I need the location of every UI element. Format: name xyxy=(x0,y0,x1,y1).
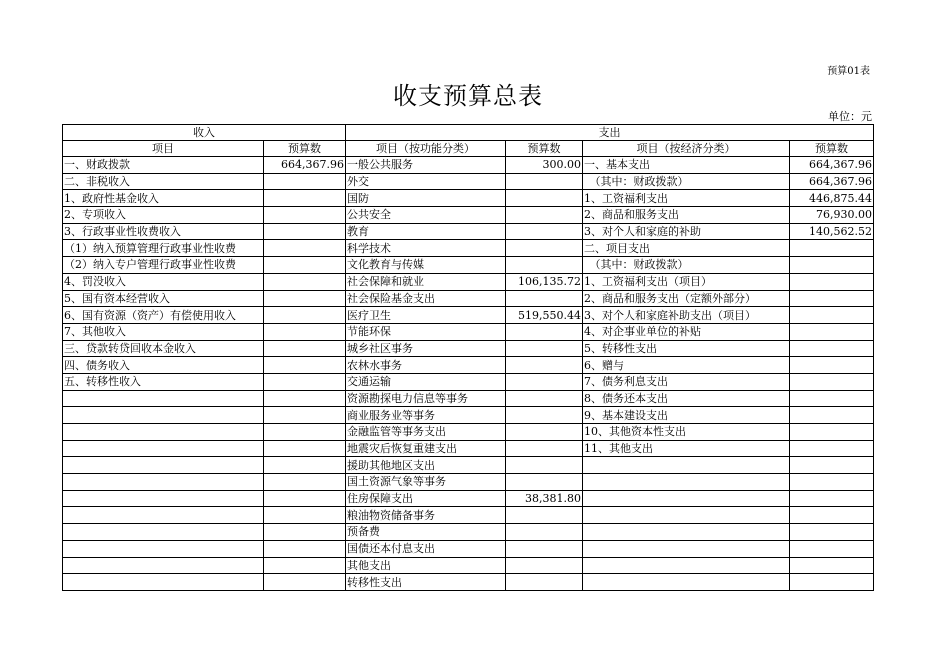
econ-expense-item xyxy=(583,524,790,541)
table-row xyxy=(63,373,874,390)
func-expense-item: 国债还本付息支出 xyxy=(346,540,506,557)
income-amount xyxy=(264,524,346,541)
econ-expense-item: 二、项目支出 xyxy=(583,240,790,257)
func-expense-amount xyxy=(506,524,583,541)
table-row xyxy=(63,390,874,407)
econ-expense-item: 9、基本建设支出 xyxy=(583,407,790,424)
econ-expense-item xyxy=(583,490,790,507)
func-expense-item: 节能环保 xyxy=(346,323,506,340)
income-amount xyxy=(264,390,346,407)
func-expense-item: 国防 xyxy=(346,190,506,207)
income-amount xyxy=(264,340,346,357)
func-expense-amount xyxy=(506,173,583,190)
econ-expense-amount xyxy=(790,257,874,274)
income-amount xyxy=(264,424,346,441)
table-row xyxy=(63,340,874,357)
income-amount xyxy=(264,257,346,274)
income-item: （1）纳入预算管理行政事业性收费 xyxy=(63,240,264,257)
econ-expense-item: 7、债务利息支出 xyxy=(583,373,790,390)
func-expense-item: 交通运输 xyxy=(346,373,506,390)
econ-expense-amount xyxy=(790,273,874,290)
econ-expense-amount xyxy=(790,240,874,257)
econ-expense-amount xyxy=(790,540,874,557)
func-expense-item: 一般公共服务 xyxy=(346,157,506,174)
income-item xyxy=(63,424,264,441)
table-row xyxy=(63,407,874,424)
econ-expense-amount: 664,367.96 xyxy=(790,173,874,190)
econ-expense-item: 8、债务还本支出 xyxy=(583,390,790,407)
econ-expense-amount xyxy=(790,440,874,457)
income-item: 三、贷款转贷回收本金收入 xyxy=(63,340,264,357)
func-expense-amount xyxy=(506,257,583,274)
income-amount xyxy=(264,223,346,240)
income-item: 五、转移性收入 xyxy=(63,373,264,390)
income-amount xyxy=(264,373,346,390)
econ-expense-item: 2、商品和服务支出 xyxy=(583,207,790,224)
func-expense-amount xyxy=(506,507,583,524)
func-expense-item: 金融监管等事务支出 xyxy=(346,424,506,441)
income-amount xyxy=(264,540,346,557)
econ-expense-amount xyxy=(790,474,874,491)
func-expense-amount: 38,381.80 xyxy=(506,490,583,507)
econ-expense-amount xyxy=(790,507,874,524)
page-title: 收支预算总表 xyxy=(393,82,543,110)
col-budget-header: 预算数 xyxy=(264,141,346,157)
func-expense-item: 文化教育与传媒 xyxy=(346,257,506,274)
income-item: 5、国有资本经营收入 xyxy=(63,290,264,307)
func-expense-amount xyxy=(506,457,583,474)
econ-expense-amount xyxy=(790,557,874,574)
income-item xyxy=(63,507,264,524)
table-row xyxy=(63,157,874,174)
econ-expense-amount: 140,562.52 xyxy=(790,223,874,240)
econ-expense-item: 3、对个人和家庭补助支出（项目） xyxy=(583,307,790,324)
income-item xyxy=(63,474,264,491)
income-item xyxy=(63,390,264,407)
func-expense-item: 粮油物资储备事务 xyxy=(346,507,506,524)
col-budget2-header: 预算数 xyxy=(506,141,583,157)
econ-expense-amount xyxy=(790,407,874,424)
econ-expense-amount: 664,367.96 xyxy=(790,157,874,174)
econ-expense-amount xyxy=(790,323,874,340)
econ-expense-amount xyxy=(790,340,874,357)
table-row xyxy=(63,540,874,557)
income-amount xyxy=(264,323,346,340)
budget-table xyxy=(62,124,874,591)
income-amount xyxy=(264,490,346,507)
table-row xyxy=(63,557,874,574)
income-amount xyxy=(264,407,346,424)
table-row xyxy=(63,290,874,307)
func-expense-amount xyxy=(506,440,583,457)
func-expense-item: 地震灾后恢复重建支出 xyxy=(346,440,506,457)
income-amount xyxy=(264,173,346,190)
func-expense-amount xyxy=(506,290,583,307)
table-row xyxy=(63,457,874,474)
func-expense-item: 转移性支出 xyxy=(346,574,506,591)
table-row xyxy=(63,307,874,324)
econ-expense-item: 11、其他支出 xyxy=(583,440,790,457)
table-row xyxy=(63,257,874,274)
econ-expense-item xyxy=(583,540,790,557)
table-row xyxy=(63,173,874,190)
table-row xyxy=(63,273,874,290)
income-amount xyxy=(264,457,346,474)
func-expense-amount xyxy=(506,557,583,574)
econ-expense-amount: 76,930.00 xyxy=(790,207,874,224)
income-item: 二、非税收入 xyxy=(63,173,264,190)
table-row xyxy=(63,223,874,240)
col-budget3-header: 预算数 xyxy=(790,141,874,157)
func-expense-item: 科学技术 xyxy=(346,240,506,257)
income-amount: 664,367.96 xyxy=(264,157,346,174)
econ-expense-amount: 446,875.44 xyxy=(790,190,874,207)
col-func-header: 项目（按功能分类） xyxy=(346,141,506,157)
income-amount xyxy=(264,240,346,257)
func-expense-item: 医疗卫生 xyxy=(346,307,506,324)
expense-header: 支出 xyxy=(346,125,874,141)
econ-expense-amount xyxy=(790,357,874,374)
econ-expense-amount xyxy=(790,307,874,324)
func-expense-amount xyxy=(506,207,583,224)
econ-expense-amount xyxy=(790,457,874,474)
income-amount xyxy=(264,507,346,524)
func-expense-item: 城乡社区事务 xyxy=(346,340,506,357)
econ-expense-item xyxy=(583,507,790,524)
econ-expense-amount xyxy=(790,373,874,390)
income-amount xyxy=(264,273,346,290)
income-item xyxy=(63,540,264,557)
func-expense-amount xyxy=(506,240,583,257)
econ-expense-item: 一、基本支出 xyxy=(583,157,790,174)
econ-expense-item: 1、工资福利支出 xyxy=(583,190,790,207)
func-expense-item: 其他支出 xyxy=(346,557,506,574)
func-expense-item: 援助其他地区支出 xyxy=(346,457,506,474)
form-number: 预算01表 xyxy=(827,66,870,77)
func-expense-amount xyxy=(506,390,583,407)
econ-expense-item: 10、其他资本性支出 xyxy=(583,424,790,441)
income-amount xyxy=(264,357,346,374)
func-expense-amount xyxy=(506,574,583,591)
table-row xyxy=(63,490,874,507)
income-item: 6、国有资源（资产）有偿使用收入 xyxy=(63,307,264,324)
func-expense-item: 公共安全 xyxy=(346,207,506,224)
econ-expense-item xyxy=(583,474,790,491)
econ-expense-amount xyxy=(790,524,874,541)
func-expense-amount xyxy=(506,223,583,240)
func-expense-item: 社会保险基金支出 xyxy=(346,290,506,307)
income-item: 一、财政拨款 xyxy=(63,157,264,174)
func-expense-amount xyxy=(506,407,583,424)
econ-expense-item xyxy=(583,557,790,574)
econ-expense-amount xyxy=(790,490,874,507)
func-expense-amount: 300.00 xyxy=(506,157,583,174)
table-row xyxy=(63,524,874,541)
table-row xyxy=(63,424,874,441)
col-item-header: 项目 xyxy=(63,141,264,157)
income-amount xyxy=(264,440,346,457)
func-expense-amount xyxy=(506,540,583,557)
income-amount xyxy=(264,307,346,324)
func-expense-amount xyxy=(506,474,583,491)
func-expense-item: 外交 xyxy=(346,173,506,190)
econ-expense-item xyxy=(583,574,790,591)
func-expense-item: 教育 xyxy=(346,223,506,240)
income-item xyxy=(63,574,264,591)
col-econ-header: 项目（按经济分类） xyxy=(583,141,790,157)
func-expense-amount xyxy=(506,357,583,374)
income-item xyxy=(63,407,264,424)
income-amount xyxy=(264,474,346,491)
func-expense-item: 预备费 xyxy=(346,524,506,541)
econ-expense-item: 2、商品和服务支出（定额外部分） xyxy=(583,290,790,307)
unit-label: 单位：元 xyxy=(828,110,872,123)
econ-expense-item: 1、工资福利支出（项目） xyxy=(583,273,790,290)
econ-expense-amount xyxy=(790,574,874,591)
func-expense-item: 商业服务业等事务 xyxy=(346,407,506,424)
func-expense-amount xyxy=(506,373,583,390)
econ-expense-amount xyxy=(790,390,874,407)
func-expense-item: 国土资源气象等事务 xyxy=(346,474,506,491)
econ-expense-item: （其中：财政拨款） xyxy=(583,257,790,274)
table-row xyxy=(63,207,874,224)
econ-expense-amount xyxy=(790,290,874,307)
income-item: 3、行政事业性收费收入 xyxy=(63,223,264,240)
income-item xyxy=(63,440,264,457)
econ-expense-item: 3、对个人和家庭的补助 xyxy=(583,223,790,240)
table-row xyxy=(63,357,874,374)
econ-expense-item: 5、转移性支出 xyxy=(583,340,790,357)
income-amount xyxy=(264,290,346,307)
table-row xyxy=(63,240,874,257)
income-item: （2）纳入专户管理行政事业性收费 xyxy=(63,257,264,274)
income-item: 四、债务收入 xyxy=(63,357,264,374)
income-item: 1、政府性基金收入 xyxy=(63,190,264,207)
econ-expense-amount xyxy=(790,424,874,441)
func-expense-item: 社会保障和就业 xyxy=(346,273,506,290)
income-amount xyxy=(264,190,346,207)
income-amount xyxy=(264,557,346,574)
econ-expense-item xyxy=(583,457,790,474)
income-item xyxy=(63,457,264,474)
income-item: 7、其他收入 xyxy=(63,323,264,340)
income-header: 收入 xyxy=(63,125,346,141)
income-item xyxy=(63,490,264,507)
income-item xyxy=(63,524,264,541)
func-expense-amount xyxy=(506,323,583,340)
econ-expense-item: 6、赠与 xyxy=(583,357,790,374)
table-row xyxy=(63,474,874,491)
income-item: 4、罚没收入 xyxy=(63,273,264,290)
func-expense-amount xyxy=(506,340,583,357)
func-expense-amount xyxy=(506,424,583,441)
table-row xyxy=(63,574,874,591)
econ-expense-item: 4、对企事业单位的补贴 xyxy=(583,323,790,340)
income-item xyxy=(63,557,264,574)
table-row xyxy=(63,190,874,207)
income-amount xyxy=(264,207,346,224)
table-row xyxy=(63,507,874,524)
func-expense-amount xyxy=(506,190,583,207)
income-amount xyxy=(264,574,346,591)
econ-expense-item: （其中：财政拨款） xyxy=(583,173,790,190)
table-row xyxy=(63,440,874,457)
func-expense-amount: 106,135.72 xyxy=(506,273,583,290)
func-expense-item: 资源勘探电力信息等事务 xyxy=(346,390,506,407)
table-row xyxy=(63,323,874,340)
func-expense-item: 住房保障支出 xyxy=(346,490,506,507)
income-item: 2、专项收入 xyxy=(63,207,264,224)
func-expense-amount: 519,550.44 xyxy=(506,307,583,324)
func-expense-item: 农林水事务 xyxy=(346,357,506,374)
